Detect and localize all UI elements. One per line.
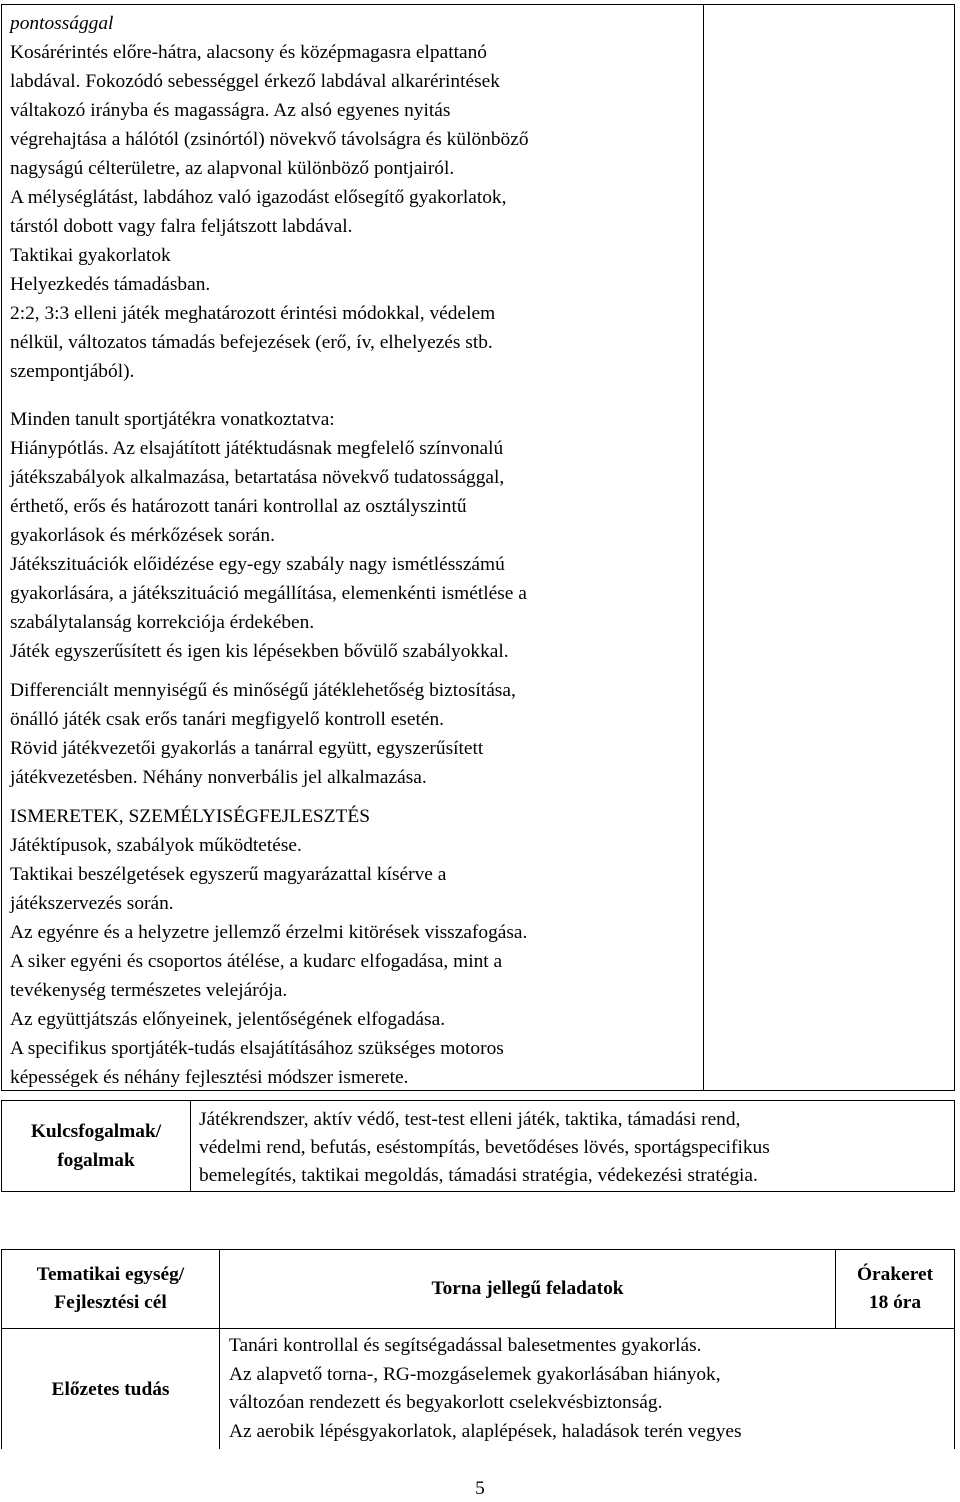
text-line: Taktikai beszélgetések egyszerű magyarázattal kísérve a: [10, 864, 447, 885]
text-line: A specifikus sportjáték-tudás elsajátításához szükséges motoros: [10, 1038, 504, 1059]
text-line: A siker egyéni és csoportos átélése, a kudarc elfogadása, mint a: [10, 951, 503, 972]
text-line: játékszabályok alkalmazása, betartatása növekvő tudatossággal,: [10, 467, 505, 488]
text-line: labdával. Fokozódó sebességgel érkező labdával alkarérintések: [10, 71, 500, 92]
text-line: gyakorlások és mérkőzések során.: [10, 525, 275, 546]
section-heading: Taktikai gyakorlatok: [10, 245, 171, 266]
content-cell: [10, 9, 700, 1092]
section-heading: Minden tanult sportjátékra vonatkoztatva:: [10, 409, 335, 430]
text-line: Az együttjátszás előnyeinek, jelentőségének elfogadása.: [10, 1009, 446, 1030]
text-line: Az aerobik lépésgyakorlatok, alaplépések, haladások terén vegyes: [229, 1420, 742, 1442]
column-divider: [703, 5, 704, 1090]
text-line: Hiánypótlás. Az elsajátított játéktudásnak megfelelő színvonalú: [10, 438, 504, 459]
prior-knowledge-label: Előzetes tudás: [51, 1378, 170, 1400]
text-line: Differenciált mennyiségű és minőségű játéklehetőség biztosítása,: [10, 680, 516, 701]
text-line: bemelegítés, taktikai megoldás, támadási stratégia, védekezési stratégia.: [199, 1165, 758, 1186]
text-line: nélkül, változatos támadás befejezések (erő, ív, elhelyezés stb.: [10, 332, 493, 353]
unit-topic: Torna jellegű feladatok: [431, 1278, 624, 1299]
text-line: végrehajtása a hálótól (zsinórtól) növekvő távolságra és különböző: [10, 129, 529, 150]
hours-label: Órakeret: [856, 1264, 934, 1285]
text-line: játékvezetésben. Néhány nonverbális jel alkalmazása.: [10, 767, 427, 788]
text-line: képességek és néhány fejlesztési módszer ismerete.: [10, 1067, 409, 1088]
text-line: érthető, erős és határozott tanári kontrollal az osztályszintű: [10, 496, 467, 517]
text-line: szabálytalanság korrekciója érdekében.: [10, 612, 315, 633]
text-line: Játékrendszer, aktív védő, test-test elleni játék, taktika, támadási rend,: [199, 1109, 741, 1130]
label-line: Fejlesztési cél: [54, 1292, 167, 1313]
unit-table: [1, 1249, 955, 1449]
text-line: védelmi rend, befutás, eséstompítás, bevetődéses lövés, sportágspecifikus: [199, 1137, 770, 1158]
label-line: Tematikai egység/: [36, 1264, 185, 1285]
hours-value: 18 óra: [868, 1292, 922, 1313]
text-line: Játéktípusok, szabályok működtetése.: [10, 835, 302, 856]
text-line: Játékszituációk előidézése egy-egy szabály nagy ismétlésszámú: [10, 554, 505, 575]
key-concepts-text: [199, 1106, 949, 1190]
text-line: A mélységlátást, labdához való igazodást elősegítő gyakorlatok,: [10, 187, 507, 208]
text-line: Kosárérintés előre-hátra, alacsony és középmagasra elpattanó: [10, 42, 488, 63]
column-divider: [190, 1101, 191, 1191]
text-line: játékszervezés során.: [10, 893, 174, 914]
content-table: [1, 4, 955, 1091]
unit-title-label: [2, 1250, 219, 1328]
label-line: Kulcsfogalmak/: [30, 1121, 162, 1142]
text-line: Játék egyszerűsített és igen kis lépésekben bővülő szabályokkal.: [10, 641, 509, 662]
text-line: Helyezkedés támadásban.: [10, 274, 211, 295]
text-line: Az alapvető torna-, RG-mozgáselemek gyakorlásában hiányok,: [229, 1363, 721, 1385]
text-line: Rövid játékvezetői gyakorlás a tanárral együtt, egyszerűsített: [10, 738, 484, 759]
text-line: társtól dobott vagy falra feljátszott labdával.: [10, 216, 353, 237]
text-line: Az egyénre és a helyzetre jellemző érzelmi kitörések visszafogása.: [10, 922, 528, 943]
text-line: nagyságú célterületre, az alapvonal különböző pontjairól.: [10, 158, 455, 179]
text-line: szempontjából).: [10, 361, 135, 382]
hours-cell: [836, 1250, 954, 1328]
key-concepts-label: [2, 1101, 190, 1191]
prior-knowledge-text: [229, 1332, 949, 1446]
page-number: 5: [475, 1478, 485, 1499]
text-line: változóan rendezett és begyakorlott cselekvésbiztonság.: [229, 1392, 663, 1413]
section-heading: ISMERETEK, SZEMÉLYISÉGFEJLESZTÉS: [10, 806, 371, 827]
text-line: váltakozó irányba és magasságra. Az alsó egyenes nyitás: [10, 100, 451, 121]
text-line: tevékenység természetes velejárója.: [10, 980, 288, 1001]
label-line: fogalmak: [57, 1150, 135, 1171]
key-concepts-table: [1, 1100, 955, 1192]
text-line: pontossággal: [10, 13, 114, 34]
text-line: Tanári kontrollal és segítségadással balesetmentes gyakorlás.: [229, 1335, 702, 1356]
text-line: gyakorlására, a játékszituáció megállítása, elemenkénti ismétlése a: [10, 583, 527, 604]
text-line: 2:2, 3:3 elleni játék meghatározott érintési módokkal, védelem: [10, 303, 496, 324]
text-line: önálló játék csak erős tanári megfigyelő kontroll esetén.: [10, 709, 444, 730]
